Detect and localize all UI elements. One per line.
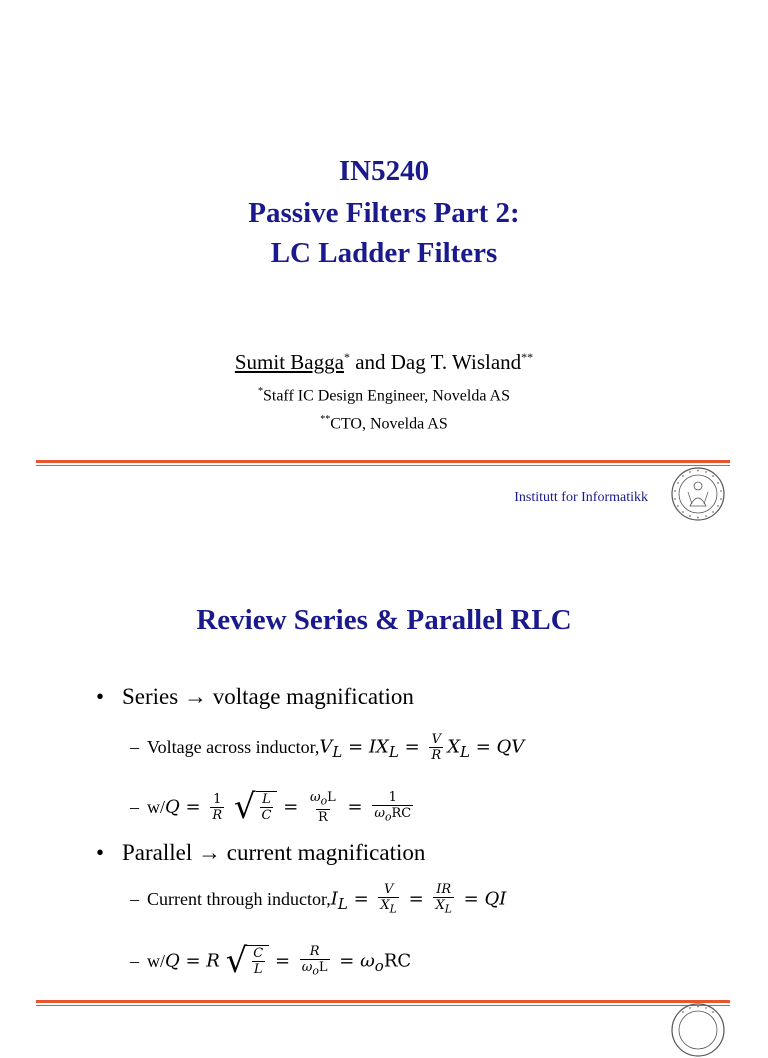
divider-rule [36, 1000, 730, 1003]
bullet-parallel [96, 840, 425, 866]
dash-mark: – [130, 737, 139, 757]
author-1: Sumit Bagga [234, 350, 344, 374]
affiliation-1 [0, 386, 768, 405]
slide-title-line2: LC Ladder Filters [270, 237, 498, 269]
bullet-dot: • [96, 684, 105, 709]
sub-q-parallel [130, 941, 412, 982]
bullet-dot: • [96, 840, 105, 865]
affiliation-2-text: CTO, Novelda AS [330, 415, 448, 433]
sub-q-parallel-label: w/ [147, 950, 165, 971]
sub-current-through-inductor [130, 882, 506, 917]
bullet-series [96, 684, 414, 710]
affiliation-2-mark: ** [320, 414, 331, 425]
sub-voltage-across-inductor [130, 732, 524, 763]
bullet-parallel-label: Parallel → current magnification [122, 840, 426, 865]
course-code: IN5240 [338, 155, 430, 187]
equation-q-series: Q = $\frac{1}{R}$ √ $\frac{L}{C}$ = $\frac{\omega_oL}{R}$ = $\frac{1}{\omega_oRC}$ [165, 787, 412, 828]
dash-mark: – [130, 950, 139, 971]
university-seal-icon [670, 466, 726, 522]
affiliation-1-mark: * [257, 386, 263, 397]
equation-vl: $V_L = IX_L$ = $\frac{V}{R}$ $X_L$ = QV [319, 732, 525, 763]
institute-name: Institutt for Informatikk [514, 490, 648, 505]
dash-mark: – [130, 796, 139, 817]
review-slide [0, 560, 768, 1024]
bullet-series-label: Series → voltage magnification [122, 684, 414, 709]
sub-current-label: Current through inductor, [147, 888, 331, 909]
divider-rule [36, 460, 730, 463]
affiliation-1-text: Staff IC Design Engineer, Novelda AS [262, 387, 511, 405]
author-2-mark: ** [521, 350, 534, 364]
sub-q-series [130, 787, 417, 828]
authors [0, 350, 768, 375]
sub-voltage-label: Voltage across inductor, [147, 737, 320, 757]
sub-q-series-label: w/ [147, 796, 165, 817]
slide-title-line1: Passive Filters Part 2: [248, 197, 520, 229]
university-seal-icon [670, 1002, 726, 1058]
affiliation-2 [0, 414, 768, 433]
author-1-mark: * [343, 350, 350, 364]
dash-mark: – [130, 888, 139, 909]
author-joiner: and Dag T. Wisland [349, 350, 522, 374]
equation-il: $I_L$ = $\frac{V}{X_L}$ = $\frac{IR}{X_L}$ = QI [330, 882, 507, 916]
slide-2-title: Review Series & Parallel RLC [196, 604, 572, 636]
equation-q-parallel: Q = R √ $\frac{C}{L}$ = $\frac{R}{\omega_oL}$ = $\omega_oRC$ [165, 941, 412, 982]
